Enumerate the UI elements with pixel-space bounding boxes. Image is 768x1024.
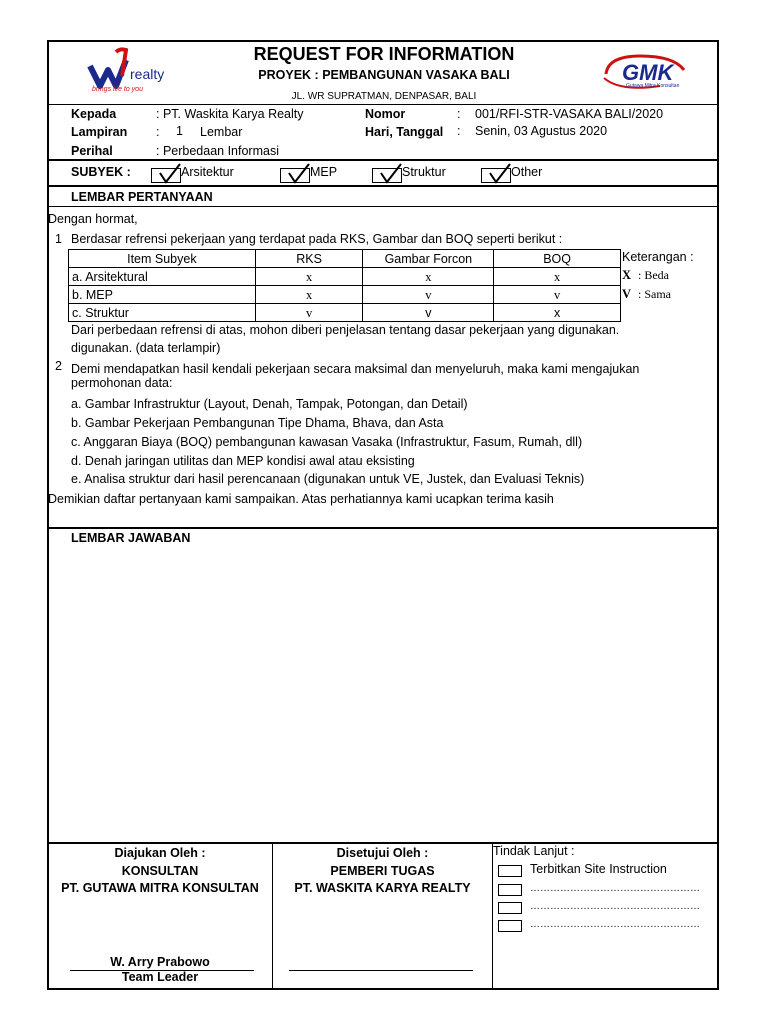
subyek-struktur-label: Struktur [402, 165, 446, 179]
item-1-note-line-1: Dari perbedaan refrensi di atas, mohon diberi penjelasan tentang dasar pekerjaan yang digunakan. [71, 323, 620, 337]
hari-tanggal-value: Senin, 03 Agustus 2020 [475, 124, 608, 138]
list-item: d. Denah jaringan utilitas dan MEP kondisi awal atau eksisting [71, 454, 415, 468]
list-item: b. Gambar Pekerjaan Pembangunan Tipe Dhama, Bhava, dan Asta [71, 416, 444, 430]
table-cell: x [255, 286, 363, 304]
tindak-lanjut-checkbox[interactable] [498, 920, 522, 932]
list-item: a. Gambar Infrastruktur (Layout, Denah, Tampak, Potongan, dan Detail) [71, 397, 468, 411]
lampiran-unit: Lembar [200, 125, 243, 139]
item-1-text: Berdasar refrensi pekerjaan yang terdapat pada RKS, Gambar dan BOQ seperti berikut : [71, 232, 563, 246]
perihal-label: Perihal [71, 144, 113, 158]
project-name: PROYEK : PEMBANGUNAN VASAKA BALI [258, 68, 510, 82]
subyek-other-label: Other [511, 165, 543, 179]
item-1-number: 1 [55, 232, 62, 246]
checkmark-icon [285, 162, 311, 184]
keterangan-x-symbol: X [622, 268, 632, 282]
table-row [69, 268, 621, 286]
table-header-cell: Gambar Forcon [363, 250, 494, 268]
reference-comparison-table [68, 249, 621, 322]
table-cell: x [494, 268, 621, 286]
table-cell: v [363, 286, 494, 304]
disetujui-role: PEMBERI TUGAS [330, 864, 435, 878]
tindak-lanjut-checkbox[interactable] [498, 884, 522, 896]
nomor-value: 001/RFI-STR-VASAKA BALI/2020 [475, 107, 664, 121]
table-cell: a. Arsitektural [69, 268, 256, 286]
diajukan-org: PT. GUTAWA MITRA KONSULTAN [61, 881, 259, 895]
checkmark-icon [156, 162, 182, 184]
subyek-arsitektur-checkbox[interactable] [151, 168, 181, 183]
gmk-tagline: Gutawa Mitra Konsultan [626, 83, 680, 89]
table-cell: c. Struktur [69, 304, 256, 322]
table-row [69, 304, 621, 322]
jawaban-divider [48, 842, 718, 844]
diajukan-label: Diajukan Oleh : [114, 846, 206, 860]
realty-tagline: brings life to you [92, 86, 143, 93]
answer-area[interactable] [48, 550, 718, 840]
kepada-label: Kepada [71, 107, 117, 121]
item-2-line-2: permohonan data: [71, 376, 173, 390]
tindak-lanjut-item: …………………………………………… [530, 883, 700, 894]
tindak-lanjut-item: Terbitkan Site Instruction [530, 862, 667, 876]
project-address: JL. WR SUPRATMAN, DENPASAR, BALI [291, 91, 477, 102]
table-header-cell: RKS [255, 250, 363, 268]
table-cell: v [494, 286, 621, 304]
lampiran-count: 1 [176, 124, 183, 138]
keterangan-v-symbol: V [622, 287, 632, 301]
keterangan-v-text: : Sama [638, 287, 671, 301]
keterangan-x-text: : Beda [638, 268, 669, 282]
header-divider [48, 104, 718, 105]
table-row [69, 286, 621, 304]
nomor-colon: : [457, 107, 461, 121]
tindak-lanjut-item: …………………………………………… [530, 919, 700, 930]
disetujui-org: PT. WASKITA KARYA REALTY [294, 881, 471, 895]
table-cell: x [363, 268, 494, 286]
info-divider [48, 159, 718, 161]
tindak-lanjut-item: …………………………………………… [530, 901, 700, 912]
subyek-label: SUBYEK : [71, 165, 131, 179]
realty-wordmark: realty [130, 66, 165, 82]
list-item: e. Analisa struktur dari hasil perencanaan (digunakan untuk VE, Justek, dan Evaluasi Teknis) [71, 472, 585, 486]
diajukan-signatory-name: W. Arry Prabowo [110, 955, 210, 969]
greeting: Dengan hormat, [48, 212, 138, 226]
lampiran-label: Lampiran [71, 125, 128, 139]
pertanyaan-divider [48, 527, 718, 529]
disetujui-label: Disetujui Oleh : [336, 846, 429, 860]
perihal-value: : Perbedaan Informasi [156, 144, 279, 158]
checkmark-icon [486, 162, 512, 184]
table-cell: x [255, 268, 363, 286]
item-2-line-1: Demi mendapatkan hasil kendali pekerjaan secara maksimal dan menyeluruh, maka kami mengajukan [71, 362, 640, 376]
diajukan-signatory-title: Team Leader [121, 970, 199, 984]
subyek-mep-checkbox[interactable] [280, 168, 310, 183]
item-1-note-line-2: digunakan. (data terlampir) [71, 341, 221, 355]
kepada-value: : PT. Waskita Karya Realty [156, 107, 304, 121]
item-2-number: 2 [55, 359, 62, 373]
jawaban-heading: LEMBAR JAWABAN [71, 531, 191, 545]
subyek-divider [48, 185, 718, 187]
subyek-mep-label: MEP [310, 165, 338, 179]
table-header-cell: BOQ [494, 250, 621, 268]
subyek-struktur-checkbox[interactable] [372, 168, 402, 183]
lampiran-colon: : [156, 125, 160, 139]
keterangan-label: Keterangan : [622, 250, 694, 264]
gmk-wordmark: GMK [622, 60, 674, 85]
table-header-cell: Item Subyek [69, 250, 256, 268]
table-cell: b. MEP [69, 286, 256, 304]
diajukan-role: KONSULTAN [121, 864, 199, 878]
table-cell: x [494, 304, 621, 322]
footer-divider-2 [492, 843, 493, 989]
table-cell: v [255, 304, 363, 322]
tindak-lanjut-checkbox[interactable] [498, 902, 522, 914]
checkmark-icon [377, 162, 403, 184]
form-title: REQUEST FOR INFORMATION [253, 44, 515, 64]
hari-tanggal-label: Hari, Tanggal [365, 125, 444, 139]
subyek-other-checkbox[interactable] [481, 168, 511, 183]
table-cell: v [363, 304, 494, 322]
table-header-row [69, 250, 621, 268]
pertanyaan-heading: LEMBAR PERTANYAAN [71, 190, 213, 204]
hari-tanggal-colon: : [457, 124, 461, 138]
pertanyaan-heading-rule [48, 206, 718, 207]
disetujui-signature-line [289, 970, 473, 971]
nomor-label: Nomor [365, 107, 406, 121]
tindak-lanjut-checkbox[interactable] [498, 865, 522, 877]
gmk-logo [600, 52, 690, 94]
subyek-arsitektur-label: Arsitektur [181, 165, 234, 179]
closing-text: Demikian daftar pertanyaan kami sampaikan. Atas perhatiannya kami ucapkan terima kasih [48, 492, 554, 506]
tindak-lanjut-label: Tindak Lanjut : [493, 844, 575, 858]
list-item: c. Anggaran Biaya (BOQ) pembangunan kawasan Vasaka (Infrastruktur, Fasum, Rumah, dll) [71, 435, 583, 449]
